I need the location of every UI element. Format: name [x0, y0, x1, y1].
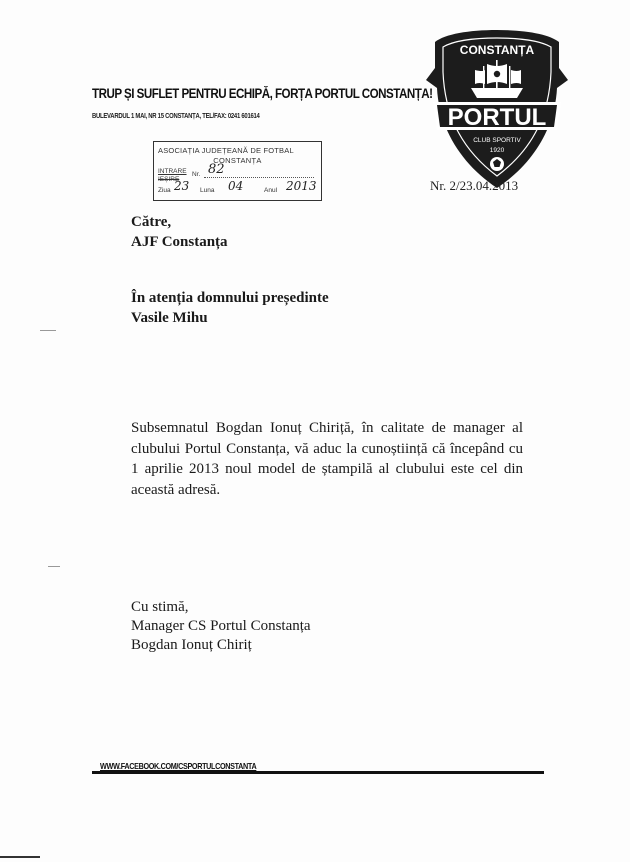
stamp-iesire-label: IEȘIRE [158, 176, 180, 183]
closing-signature-name: Bogdan Ionuț Chiriț [131, 637, 252, 653]
closing-block [131, 598, 311, 655]
stamp-association: ASOCIAȚIA JUDEȚEANĂ DE FOTBAL [158, 146, 294, 155]
stamp-ziua-label: Ziua [158, 187, 171, 194]
club-crest-logo [425, 28, 569, 190]
attention-line: În atenția domnului președinte [131, 290, 329, 306]
crest-sub-text: CLUB SPORTIV [473, 137, 521, 144]
stamp-nr-value: 82 [208, 162, 225, 177]
football-icon [490, 157, 504, 171]
footer-divider [92, 771, 544, 774]
recipient-block [131, 212, 228, 252]
closing-title: Manager CS Portul Constanța [131, 618, 311, 634]
stamp-luna-value: 04 [228, 179, 244, 193]
crest-top-text: CONSTANȚA [459, 43, 535, 57]
letterhead-address: BULEVARDUL 1 MAI, NR 15 CONSTANȚA, TEL/FAX: 0241 601614 [92, 111, 260, 120]
scan-artifact [48, 566, 60, 567]
stamp-luna-label: Luna [200, 187, 215, 194]
stamp-nr-label: Nr. [192, 171, 201, 178]
recipient-name: AJF Constanța [131, 234, 228, 250]
stamp-intrare-label: INTRARE [158, 168, 187, 175]
attention-person: Vasile Mihu [131, 310, 208, 326]
stamp-city: CONSTANȚA [213, 156, 262, 165]
document-number: Nr. 2/23.04.2013 [430, 178, 519, 193]
stamp-ziua-value: 23 [174, 179, 190, 193]
crest-year: 1920 [489, 147, 505, 154]
scan-artifact [40, 330, 56, 331]
registration-stamp [153, 141, 322, 201]
crest-main-text: PORTUL [447, 104, 547, 131]
stamp-anul-value: 2013 [286, 179, 317, 193]
letterhead-slogan: TRUP ȘI SUFLET PENTRU ECHIPĂ, FORȚA PORTUL CONSTANȚA! [92, 86, 433, 101]
stamp-anul-label: Anul [264, 187, 278, 194]
letter-body: Subsemnatul Bogdan Ionuț Chiriță, în calitate de manager al clubului Portul Constanța, vă aduc la cunoștiință că începând cu 1 aprilie 2013 noul model de ștampilă al clubului este cel din această adresă. [131, 420, 523, 498]
closing-salutation: Cu stimă, [131, 599, 189, 615]
recipient-greeting: Către, [131, 214, 172, 230]
footer-facebook-link[interactable]: WWW.FACEBOOK.COM/CSPORTULCONSTANTA [100, 761, 257, 771]
attention-block [131, 288, 329, 328]
scan-edge [0, 856, 40, 858]
